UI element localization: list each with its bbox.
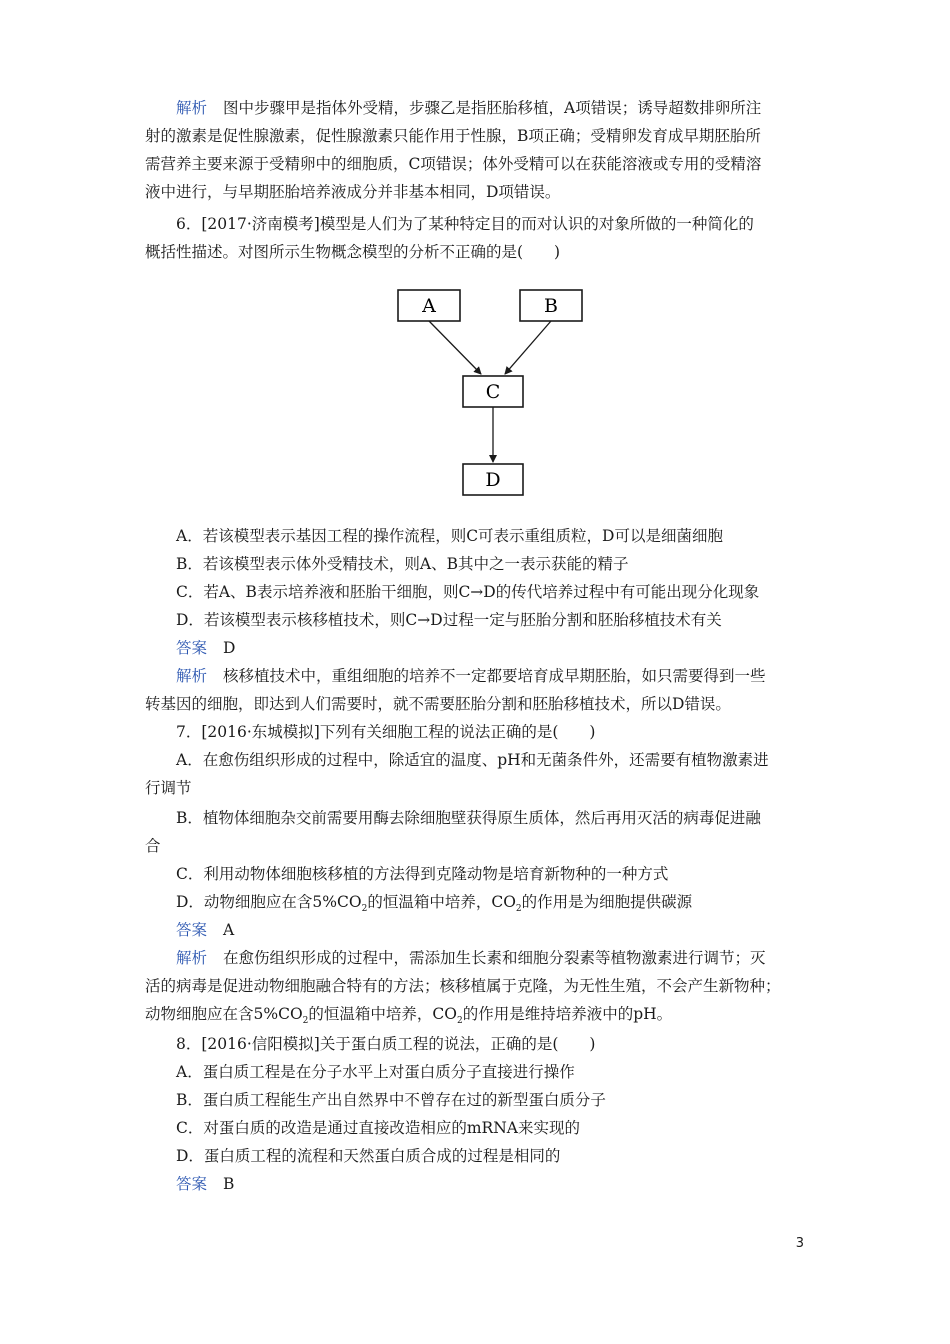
q6-stem-line-1: 6．[2017·济南模考]模型是人们为了某种特定目的而对认识的对象所做的一种简化的 (176, 215, 754, 233)
q7-option-b-line-2: 合 (145, 837, 161, 855)
q8-answer: 答案 B (176, 1175, 235, 1193)
q8-stem: 8．[2016·信阳模拟]关于蛋白质工程的说法，正确的是( ) (176, 1035, 596, 1053)
q6-analysis-line-2: 转基因的细胞，即达到人们需要时，就不需要胚胎分割和胚胎移植技术，所以D错误。 (145, 695, 731, 713)
q6-stem-line-2: 概括性描述。对图所示生物概念模型的分析不正确的是( ) (145, 243, 561, 261)
q7-answer: 答案 A (176, 921, 235, 939)
q7-analysis-line-2: 活的病毒是促进动物细胞融合特有的方法；核移植属于克隆，为无性生殖，不会产生新物种； (145, 977, 781, 995)
analysis-label: 解析 (176, 949, 208, 967)
q7-analysis-line-3: 动物细胞应在含$5\%CO_2$的恒温箱中培养，$CO_2$的作用是维持培养液中的pH。 (145, 1005, 673, 1026)
q6-option-c: C．若A、B表示培养液和胚胎干细胞，则C→D的传代培养过程中有可能出现分化现象 (176, 583, 760, 601)
q5-analysis-line-4: 液中进行，与早期胚胎培养液成分并非基本相同，D项错误。 (145, 183, 561, 201)
q5-analysis-line-3: 需营养主要来源于受精卵中的细胞质，C项错误；体外受精可以在获能溶液或专用的受精溶 (145, 155, 762, 173)
answer-label: 答案 (176, 921, 208, 939)
q7-option-b-line-1: B．植物体细胞杂交前需要用酶去除细胞壁获得原生质体，然后再用灭活的病毒促进融 (176, 809, 761, 827)
concept-model-diagram (378, 270, 594, 516)
answer-label: 答案 (176, 639, 208, 657)
q8-option-a: A．蛋白质工程是在分子水平上对蛋白质分子直接进行操作 (176, 1063, 575, 1081)
q7-analysis-line-1: 解析 在愈伤组织形成的过程中，需添加生长素和细胞分裂素等植物激素进行调节；灭 (176, 949, 766, 967)
q7-option-a-line-1: A．在愈伤组织形成的过程中，除适宜的温度、pH和无菌条件外，还需要有植物激素进 (176, 751, 769, 769)
box-a-label: A (422, 295, 436, 317)
q6-answer: 答案 D (176, 639, 236, 657)
q7-option-d: D．动物细胞应在含$5\%CO_2$的恒温箱中培养，$CO_2$的作用是为细胞提供碳源 (176, 893, 693, 914)
arrow-a-to-c (429, 321, 481, 374)
box-c-label: C (485, 381, 501, 403)
q5-analysis-line-1: 解析 图中步骤甲是指体外受精，步骤乙是指胚胎移植，A项错误；诱导超数排卵所注 (176, 99, 762, 117)
q8-option-c: C．对蛋白质的改造是通过直接改造相应的mRNA来实现的 (176, 1119, 580, 1137)
q6-option-d: D．若该模型表示核移植技术，则C→D过程一定与胚胎分割和胚胎移植技术有关 (176, 611, 722, 629)
box-b-label: B (544, 295, 558, 317)
q8-option-b: B．蛋白质工程能生产出自然界中不曾存在过的新型蛋白质分子 (176, 1091, 606, 1109)
q7-option-c: C．利用动物体细胞核移植的方法得到克隆动物是培育新物种的一种方式 (176, 865, 669, 883)
analysis-label: 解析 (176, 667, 208, 685)
q8-option-d: D．蛋白质工程的流程和天然蛋白质合成的过程是相同的 (176, 1147, 561, 1165)
q5-analysis-line-2: 射的激素是促性腺激素，促性腺激素只能作用于性腺，B项正确；受精卵发育成早期胚胎所 (145, 127, 761, 145)
q6-analysis-line-1: 解析 核移植技术中，重组细胞的培养不一定都要培育成早期胚胎，如只需要得到一些 (176, 667, 766, 685)
box-d-label: D (485, 469, 501, 491)
answer-label: 答案 (176, 1175, 208, 1193)
page-number: 3 (795, 1236, 804, 1251)
q7-stem: 7．[2016·东城模拟]下列有关细胞工程的说法正确的是( ) (176, 723, 596, 741)
q7-option-a-line-2: 行调节 (145, 779, 192, 797)
arrow-b-to-c (505, 321, 551, 374)
q6-option-b: B．若该模型表示体外受精技术，则A、B其中之一表示获能的精子 (176, 555, 629, 573)
q6-option-a: A．若该模型表示基因工程的操作流程，则C可表示重组质粒，D可以是细菌细胞 (176, 527, 723, 545)
analysis-label: 解析 (176, 99, 208, 117)
